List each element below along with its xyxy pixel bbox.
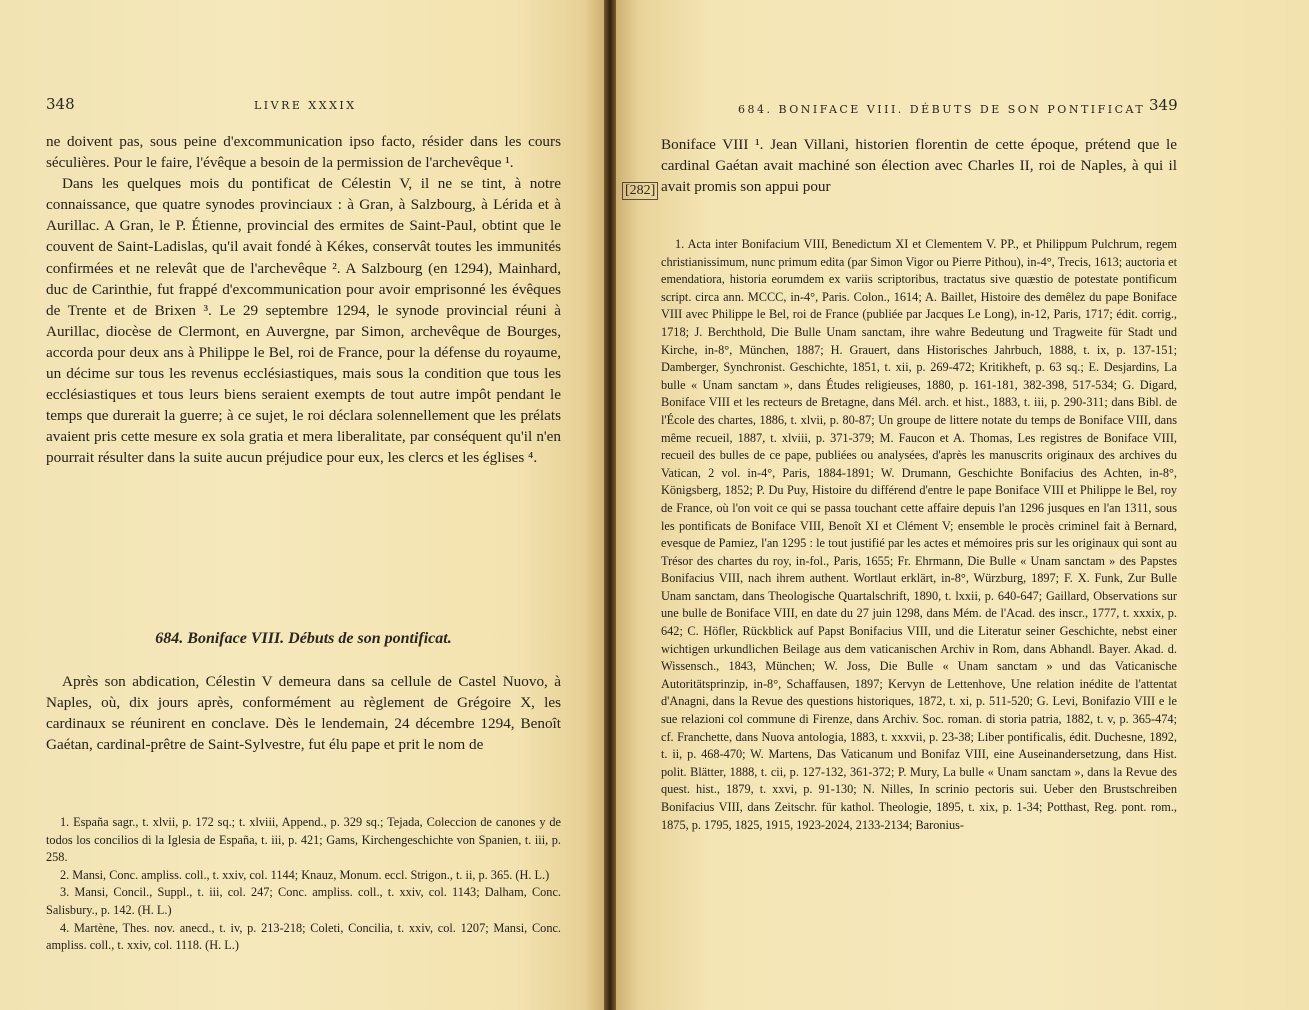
left-footnote-4: 4. Martène, Thes. nov. anecd., t. iv, p. 213-218; Coleti, Concilia, t. xxiv, col. 1207; Mansi, Conc. ampliss. coll., t. xxiv, col. 1118. (H. L.) (46, 920, 561, 953)
left-running-head: LIVRE XXXIX (254, 99, 357, 112)
left-section-paragraph: Après son abdication, Célestin V demeura dans sa cellule de Castel Nuovo, à Naples, où, dix jours après, conformément au règlement de Grégoire X, les cardinaux se réunirent en conclave. Dès le lendemain, 24 décembre 1294, Benoît Gaétan, cardinal-prêtre de Saint-Sylvestre, fut élu pape et prit le nom de (46, 673, 561, 754)
right-running-head: 684. BONIFACE VIII. DÉBUTS DE SON PONTIFICAT (738, 103, 1146, 116)
left-footnote-1: 1. España sagr., t. xlvii, p. 172 sq.; t. xlviii, Append., p. 329 sq.; Tejada, Coleccion de canones y de todos los concilios di la Iglesia de España, t. iii, p. 421; Gams, Kirchengeschichte von Spanien, t. iii, p. 258. (46, 815, 561, 865)
left-footnote-3: 3. Mansi, Concil., Suppl., t. iii, col. 247; Conc. ampliss. coll., t. xxiv, col. 1143; Dalham, Conc. Salisbury., p. 142. (H. L.) (46, 885, 561, 917)
margin-reference: [282] (622, 182, 658, 200)
right-footnote-1: 1. Acta inter Bonifacium VIII, Benedictum XI et Clementem V. PP., et Philippum Pulchrum, regem christianissimum, nunc primum edita (par Simon Vigor ou Pierre Pithou), in-4°, Trecis, 1613; auctoria et emendatiora, historia eorumdem ex variis scriptoribus, tractatus sive quæstio de potestate pontificum script. circa ann. MCCC, in-4°, Paris. Colon., 1614; A. Baillet, Histoire des demêlez du pape Boniface VIII avec Philippe le Bel, roi de France (publiée par Jacques Le Long), in-12, Paris, 1717; édit. corrig., 1718; J. Berchthold, Die Bulle Unam sanctam, ihre wahre Bedeutung und Tragweite für Stadt und Kirche, in-8°, München, 1887; H. Grauert, dans Historisches Jahrbuch, 1888, t. ix, p. 137-151; Damberger, Synchronist. Geschichte, 1851, t. xii, p. 269-472; Kritikheft, p. 63 sq.; E. Desjardins, La bulle « Unam sanctam », dans Études religieuses, 1880, p. 161-181, 382-398, 517-534; G. Digard, Boniface VIII et les recteurs de Bretagne, dans Mél. arch. et hist., 1883, t. iii, p. 290-311; dans Bibl. de l'École des chartes, 1886, t. xlvii, p. 80-87; Un groupe de littere notate du temps de Boniface VIII, dans même recueil, 1887, t. xlviii, p. 371-379; M. Faucon et A. Thomas, Les registres de Boniface VIII, recueil des bulles de ce pape, publiées ou analysées, d'après les manuscrits originaux des archives du Vatican, 2 vol. in-4°, Paris, 1884-1891; W. Drumann, Geschichte Bonifacius des Achten, in-8°, Königsberg, 1852; P. Du Puy, Histoire du différend d'entre le pape Boniface VIII et Philippe le Bel, roy de France, où l'on voit ce qui se passa touchant cette affaire depuis l'an 1296 jusques en l'an 1311, sous les pontificats de Boniface VIII, Benoît XI et Clément V; ensemble le procès criminel fait à Bernard, evesque de Pamiez, l'an 1295 : le tout justifié par les actes et mémoires pris sur les originaux qui sont au Trésor des chartes du roy, in-fol., Paris, 1655; Fr. Ehrmann, Die Bulle « Unam sanctam » des Papstes Bonifacius VIII, nach ihrem authent. Wortlaut erklärt, in-8°, Würzburg, 1897; F. X. Funk, Zur Bulle Unam sanctam, dans Theologische Quartalschrift, 1890, t. lxxii, p. 640-647; Gaillard, Observations sur une bulle de Boniface VIII, en date du 27 juin 1298, dans Mém. de l'Acad. des inscr., 1777, t. xxxix, p. 642; C. Höfler, Rückblick auf Papst Bonifacius VIII, und die Literatur seiner Geschichte, nebst einer wichtigen urkundlichen Beilage aus dem vaticanischen Archiv in Rom, dans Abhandl. Bayer. Akad. d. Wissensch., 1843, München; W. Joss, Die Bulle « Unam sanctam » und das Vaticanische Autoritätsprinzip, in-8°, Schaffausen, 1897; Kervyn de Lettenhove, Une relation inédite de l'attentat d'Anagni, dans la Revue des questions historiques, 1872, t. xi, p. 511-520; G. Levi, Bonifazio VIII e le sue relazioni col commune di Firenze, dans Archiv. Soc. roman. di storia patria, 1882, t. v, p. 365-474; cf. Franchette, dans Nuova antologia, 1883, t. xxxvii, p. 23-38; Liber pontificalis, édit. Duchesne, 1892, t. ii, p. 468-470; W. Martens, Das Vaticanum und Bonifaz VIII, eine Auseinandersetzung, dans Hist. polit. Blätter, 1888, t. cii, p. 127-132, 361-372; P. Mury, La bulle « Unam sanctam », dans la Revue des quest. hist., 1879, t. xxvi, p. 91-130; N. Nilles, In scrinio pectoris sui. Ueber den Brustschreiben Bonifacius VIII, dans Zeitschr. für kathol. Theologie, 1895, t. xix, p. 1-34; Potthast, Reg. pont. rom., 1875, p. 1795, 1825, 1915, 1923-2024, 2133-2134; Baronius- (661, 237, 1177, 832)
left-paragraph-2: Dans les quelques mois du pontificat de Célestin V, il ne se tint, à notre connaissance, que quatre synodes provinciaux : à Gran, à Salzbourg, à Lérida et à Aurillac. A Gran, le P. Étienne, provincial des ermites de Saint-Paul, obtint que le couvent de Saint-Ladislas, qu'il avait fondé à Kékes, conservât toutes les immunités confirmées et ne relevât que de l'archevêque ². A Salzbourg (en 1294), Mainhard, duc de Carinthie, fut frappé d'excommunication pour avoir emprisonné les évêques de Trente et de Brixen ³. Le 29 septembre 1294, le synode provincial réuni à Aurillac, diocèse de Clermont, en Auvergne, par Simon, archevêque de Bourges, accorda pour deux ans à Philippe le Bel, roi de France, pour la défense du royaume, un décime sur tous les revenus ecclésiastiques, mais sous la condition que tous les ecclésiastiques et tous leurs biens seraient exempts de tout autre impôt pendant le temps que durerait la guerre; à ce sujet, le roi déclara solennellement que les prélats avaient pris cette mesure ex sola gratia et mera liberalitate, par conséquent qu'il n'en pourrait résulter dans la suite aucun préjudice pour eux, les clercs et les églises ⁴. (46, 175, 561, 467)
right-body (661, 134, 1177, 197)
right-footnotes (661, 236, 1177, 834)
left-page (0, 0, 608, 1010)
left-section-body (46, 671, 561, 755)
left-footnotes (46, 814, 561, 955)
left-paragraph-1: ne doivent pas, sous peine d'excommunication ipso facto, résider dans les cours séculières. Pour le faire, l'évêque a besoin de la permission de l'archevêque ¹. (46, 133, 561, 172)
section-heading: 684. Boniface VIII. Débuts de son pontificat. (155, 630, 452, 647)
right-paragraph: Boniface VIII ¹. Jean Villani, historien florentin de cette époque, prétend que le cardinal Gaétan avait machiné son élection avec Charles II, roi de Naples, à qui il avait promis son appui pour (661, 136, 1177, 196)
right-page-number: 349 (1149, 96, 1178, 114)
left-footnote-2: 2. Mansi, Conc. ampliss. coll., t. xxiv, col. 1144; Knauz, Monum. eccl. Strigon., t. ii, p. 365. (H. L.) (60, 867, 550, 882)
book-gutter (604, 0, 616, 1010)
right-page (612, 0, 1309, 1010)
left-body (46, 131, 561, 469)
left-page-number: 348 (46, 95, 75, 113)
